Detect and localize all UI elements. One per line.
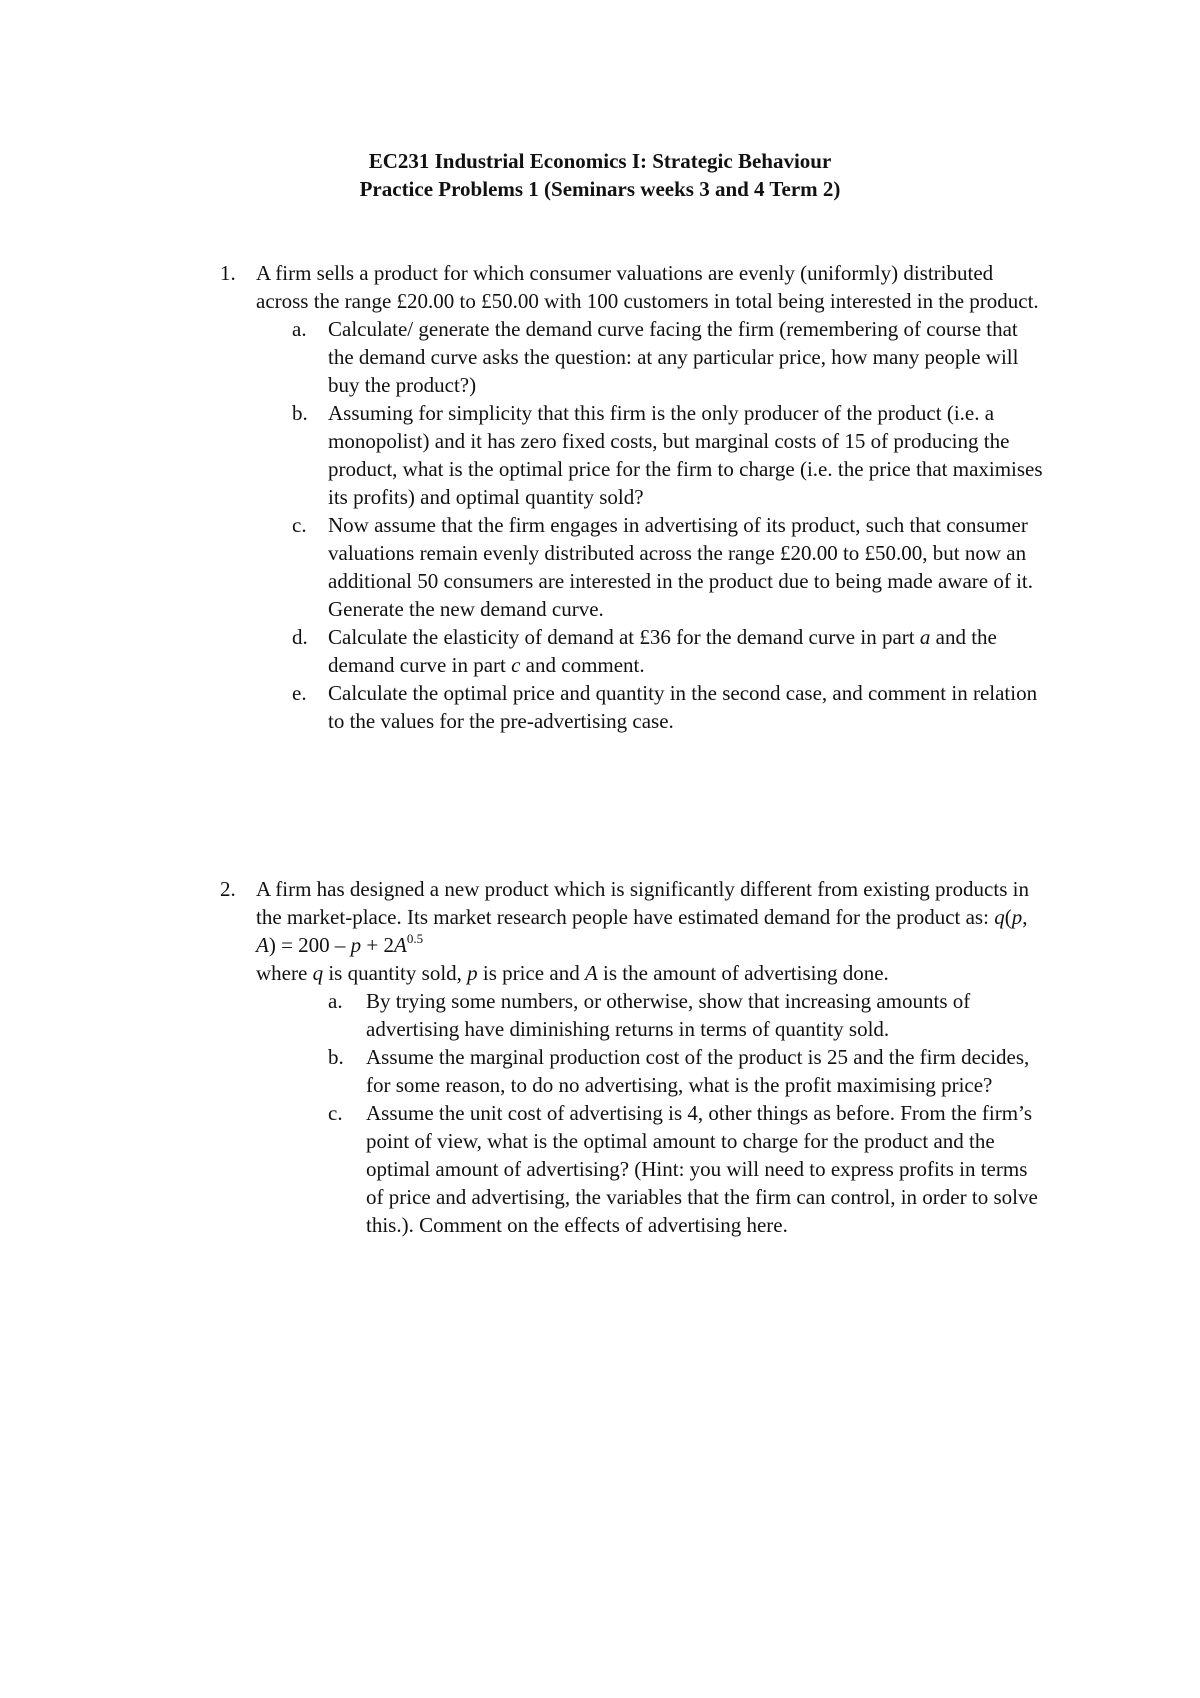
- part-ref-a: a: [919, 625, 931, 649]
- question-2-part-b: [256, 1043, 1046, 1099]
- question-2: [256, 875, 1046, 1239]
- part-label: e.: [292, 681, 307, 705]
- question-2-intro: A firm has designed a new product which is significantly different from existing products in the market-place. Its market research people have estimated demand for the product as:: [256, 877, 1029, 929]
- formula-A: A: [394, 933, 407, 957]
- part-text: Calculate/ generate the demand curve facing the firm (remembering of course that the demand curve asks the question: at any particular price, how many people will buy the product?): [328, 317, 1019, 397]
- where-text: is the amount of advertising done.: [597, 961, 889, 985]
- part-text: By trying some numbers, or otherwise, show that increasing amounts of advertising have diminishing returns in terms of quantity sold.: [366, 989, 971, 1041]
- question-2-part-a: [256, 987, 1046, 1043]
- question-1-part-c: [256, 511, 1046, 623]
- formula-p: p: [350, 933, 362, 957]
- formula-q: q: [994, 905, 1005, 929]
- part-text-segment: and the demand curve in part: [328, 625, 997, 677]
- part-text: Calculate the optimal price and quantity in the second case, and comment in relation to the values for the pre-advertising case.: [328, 681, 1038, 733]
- where-var-A: A: [584, 961, 598, 985]
- part-label: a.: [292, 317, 307, 341]
- part-text: Assuming for simplicity that this firm is the only producer of the product (i.e. a monopolist) and it has zero fixed costs, but marginal costs of 15 of producing the product, what is the optimal price for the firm to charge (i.e. the price that maximises its profits) and optimal quantity sold?: [328, 401, 1043, 509]
- question-2-parts: [256, 987, 1046, 1239]
- formula-A: A: [256, 933, 269, 957]
- formula-paren: ): [268, 933, 276, 957]
- part-text-segment: Calculate the elasticity of demand at £36 for the demand curve in part: [328, 625, 920, 649]
- question-1-part-b: [256, 399, 1046, 511]
- where-text: is price and: [477, 961, 585, 985]
- part-text: Assume the unit cost of advertising is 4, other things as before. From the firm’s point of view, what is the optimal amount to charge for the product and the optimal amount of advertising? (Hint: you will need to express profits in terms of price and advertising, the variables that the firm can control, in order to solve this.). Comment on the effects of advertising here.: [366, 1101, 1038, 1237]
- question-2-where: [256, 959, 1046, 987]
- formula-exponent: 0.5: [406, 931, 424, 946]
- where-var-p: p: [467, 961, 478, 985]
- part-label: b.: [328, 1045, 344, 1069]
- question-1: [256, 259, 1046, 735]
- question-2-number: 2.: [220, 877, 236, 901]
- part-text: Assume the marginal production cost of the product is 25 and the firm decides, for some reason, to do no advertising, what is the profit maximising price?: [366, 1045, 1030, 1097]
- formula-plus: + 2: [361, 933, 395, 957]
- where-var-q: q: [312, 961, 324, 985]
- where-text: is quantity sold,: [323, 961, 468, 985]
- question-1-number: 1.: [220, 261, 236, 285]
- question-1-part-a: [256, 315, 1046, 399]
- document-subtitle: Practice Problems 1 (Seminars weeks 3 and 4 Term 2): [359, 177, 841, 201]
- question-1-parts: [256, 315, 1046, 735]
- question-1-part-e: [256, 679, 1046, 735]
- part-label: c.: [328, 1101, 343, 1125]
- question-2-text: [256, 875, 1046, 959]
- part-text: Now assume that the firm engages in advertising of its product, such that consumer valuations remain evenly distributed across the range £20.00 to £50.00, but now an additional 50 consumers are interested in the product due to being made aware of it. Generate the new demand curve.: [328, 513, 1034, 621]
- part-label: d.: [292, 625, 308, 649]
- formula-comma: ,: [1022, 905, 1028, 929]
- question-1-part-d: [256, 623, 1046, 679]
- question-2-part-c: [256, 1099, 1046, 1239]
- part-label: c.: [292, 513, 307, 537]
- part-text-segment: and comment.: [520, 653, 645, 677]
- formula-p: p: [1011, 905, 1023, 929]
- formula-equals: = 200 –: [275, 933, 351, 957]
- document-title: EC231 Industrial Economics I: Strategic Behaviour: [368, 149, 832, 173]
- where-text: where: [256, 961, 313, 985]
- part-ref-c: c: [511, 653, 521, 677]
- formula-paren: (: [1004, 905, 1012, 929]
- part-text: [328, 625, 997, 677]
- part-label: b.: [292, 401, 308, 425]
- question-1-text: A firm sells a product for which consumer valuations are evenly (uniformly) distributed across the range £20.00 to £50.00 with 100 customers in total being interested in the product.: [256, 261, 1039, 313]
- part-label: a.: [328, 989, 343, 1013]
